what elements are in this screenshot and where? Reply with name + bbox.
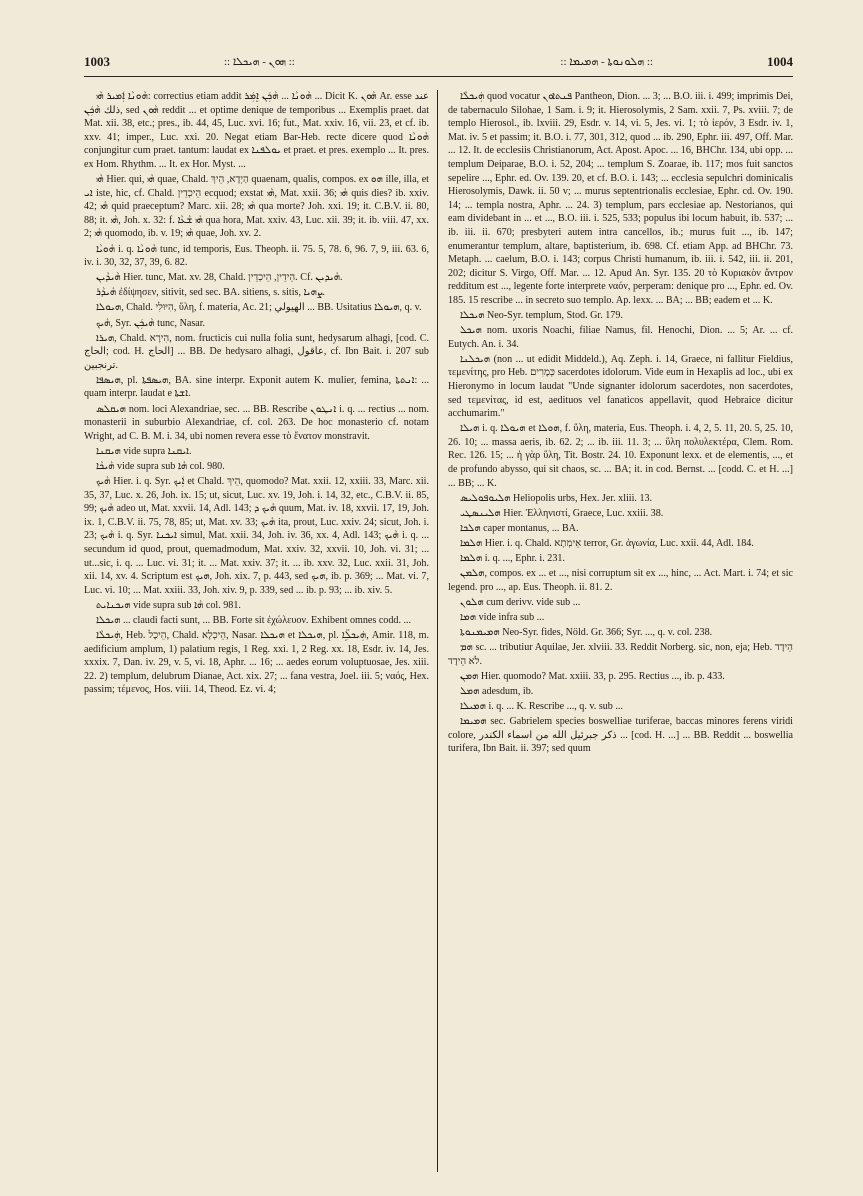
dictionary-entry: ܗܝܣܦܐ, pl. ܗܝܣܦܬܐ, BA. sine interpr. Exponit autem K. mulier, femina, ܐܢܬܬܐ: ... quam interpr. laudat e ܐܫܬܐ. bbox=[84, 374, 429, 400]
dictionary-entry: ܗܵܝܕܵܝܢ Hier. tunc, Mat. xv. 28, Chald. הֵידֵין, הֵיכְדֵין. Cf. ܗܵܝܕܝܢ. bbox=[96, 272, 343, 284]
dictionary-entry: ܗܵܝܟܵܐ vide supra sub ܗܵܐ col. 980. bbox=[96, 460, 225, 472]
right-column bbox=[438, 90, 793, 1172]
dictionary-entry: ܗܡܢ Hier. quomodo? Mat. xxiii. 33, p. 295. Rectius ..., ib. p. 433. bbox=[460, 670, 725, 682]
dictionary-entry: ܗܠܝܘܦܘܠܝܣ Heliopolis urbs, Hex. Jer. xliii. 13. bbox=[460, 492, 653, 504]
dictionary-entry: ܗܵܝܕܵܪ ἐδίψησεν, sitivit, sed sec. BA. sitiens, s. sitis, ܨܗܝܐ. bbox=[96, 287, 325, 299]
dictionary-entry: ܗܝܩܠܣ nom. loci Alexandriae, sec. ... BB. Rescribe ܐܢܛܘܢ i. q. ... rectius ... nom. monasterii in suburbio Alexandriae, cf. col. 263. De hoc monasterio cf. notam Wright, ad C. B. M. i. 34, ubi nomen revera esse τὸ ἔνατον monstravit. bbox=[84, 403, 429, 442]
dictionary-entry: ܗܵܝܟ Hier. i. q. Syr. ܐܲܝܟ et Chald. הֵיךְ, quomodo? Mat. xxii. 12, xxiii. 33, Marc. xii. 35, 37, Luc. x. 26, Joh. ix. 15; ut, sicut, Luc. xv. 19, Joh. i. 14, 32, etc., C.B.V. ii. 85, 99; ܗܵܝܟ adeo ut, Mat. xxvii. 14, Adl. 143; ܗܵܝܟ ܕ quum, Mat. iv. 18, xxvii. 17, 19, Joh. ix. 1, C.B.V. ii. 75, 78, 85; ut, Mat. xv. 33; ܗܵܝܟ ita, prout, Luc. xxiv. 24; sicut, Joh. i. 23; ܗܵܝܟ i. q. Syr. ܐܝܟܢܐ simul, Mat. xxii. 34, Joh. iv. 36, xx. 4, Adl. 143; ܗܵܝܟ i. q. ... secundum id quod, prout, quemadmodum, Mat. xxiv. 32, xxvii. 10, Joh. vi. 31; ... ut...sic, i. q. ... Luc. vi. 31; it. ... Mat. xxiv. 37; it. ... ib. xxv. 32, Luc. xxii. 31, Joh. xii. 14, xv. 4. Scriptum est ܗܝܟ, Joh. xix. 7, p. 443, sed ܗܝܟ, ib. p. 369; ... Mat. vi. 7, Luc. vi. 10; ... Mat. xxiii. 33, Joh. xiv. 9, p. 339, sed ... ib. p. 93; ... ib. xiv. 5. bbox=[84, 476, 430, 596]
dictionary-entry: ܗܝܟܠܢܐ (non ... ut edidit Middeld.), Aq. Zeph. i. 14, Graece, ni fallitur Fieldius, τεμενίτης, pro Heb. כְּמָרִים sacerdotes idolorum. Vide eum in Hexaplis ad loc., ubi ex Hieronymo in locum laudat "Unde signanter idolorum sacerdotes, non sacerdotes, sed τεμενίτας, id est, aedituos vel fanaticos appellavit, quod Hebraice dicitur acchumarim." bbox=[448, 353, 793, 420]
running-head-right: :: ܗܠܘܢܘܬܐ - ܗܡܝܡܐ :: bbox=[560, 56, 653, 68]
dictionary-entry: ܗܝܪܐ, Chald. הִירָא, nom. fructicis cui nulla folia sunt, hedysarum alhagi, [cod. C. الحاج; cod. H. الحاج] ... BB. De hedysaro alhagi, عاقول, cf. Ibn Bait. i. 207 sub ترنجبين. bbox=[84, 332, 429, 371]
dictionary-entry: ܗܝܟܠܐ Neo-Syr. templum, Stod. Gr. 179. bbox=[460, 310, 623, 321]
dictionary-entry: ܗܝܟܠܐ ... claudi facti sunt, ... BB. Forte sit ἐχώλευον. Exhibent omnes codd. ... bbox=[96, 614, 412, 626]
page-number-right: 1004 bbox=[767, 54, 793, 69]
dictionary-entry: ܗܵܝܟ, Syr. ܗܵܝܟܲܢ tunc, Nasar. bbox=[96, 317, 206, 329]
dictionary-entry: ܗܠܡܢ, compos. ex ... et ..., nisi corruptum sit ex ..., hinc, ... Act. Mart. i. 74; et sic legend. pro ..., ap. Eus. Theoph. ii. 81. 2. bbox=[448, 568, 793, 593]
dictionary-entry: ܗܡܝܡܐ sec. Gabrielem species boswelliae turiferae, baccas minores ferens viridi colore, ذكر جبرئيل الله من اسماء الكندر ... [cod. H. ...] ... BB. Reddit ... boswellia turifera, Ibn Bait. ii. 397; sed quum bbox=[448, 716, 793, 755]
dictionary-entry: ܗܝܘܠܐ, Chald. הִיּוּלִי, ὕλη, f. materia, Ac. 21; الهيولي ... BB. Usitatius ܗܝܘܠܐ, q. v. bbox=[96, 302, 422, 314]
dictionary-entry: ܗܠܡܐ Hier. i. q. Chald. אֵימְתָא terror, Gr. ἀγωνία, Luc. xxii. 44, Adl. 184. bbox=[460, 538, 754, 549]
dictionary-entry: ܗܝܟܢܐܝܬ vide supra sub ܗܵܐ col. 981. bbox=[96, 599, 241, 611]
dictionary-entry: ܗܝܟܠ nom. uxoris Noachi, filiae Namus, fil. Henochi, Dion. ... 5; Ar. ... cf. Eutych. An. i. 34. bbox=[448, 325, 793, 350]
left-column bbox=[84, 90, 437, 1172]
header-rule bbox=[84, 76, 793, 77]
dictionary-entry: ܗܡܝܠܐ i. q. ... K. Rescribe ..., q. v. sub ... bbox=[460, 701, 623, 713]
dictionary-entry: ܗܵܘܢܵܐ ܐܲܡܝܪ ܗܵܝ: correctius etiam addit ܗܵܘܢܵܐ ... ܗܵܟܲܢ ܐܸܡܲܪ ... Dicit K. ܗܵܘܢ Ar. esse عند ذلك ܗܵܟܲܢ, sed ܗܵܘܢ reddit ... et optime denique de temporibus ... Exemplis praet. dat Mat. xii. 38, etc.; pres., ib. 44, 45, Luc. xvi. 16; fut., Mat. xxiv. 16, vii. 23, et cf. ib. xxv. 41; imper., Luc. xxi. 20. Negat etiam Bar-Heb. recte dicere quod ܗܵܘܢܵܐ conjungitur cum praet. tantum: laudat ex ܝܘܠܦܢܐ et praet. et pres. exemplo ... It. pres. ex Hom. Rhythm. ... It. ex Hor. Myst. ... bbox=[84, 91, 429, 170]
dictionary-entry: ܗܠܡܐ i. q. ..., Ephr. i. 231. bbox=[460, 553, 565, 565]
dictionary-entry: ܗܡܐ vide infra sub ... bbox=[460, 611, 545, 623]
dictionary-entry: ܗܡܠ adesdum, ib. bbox=[460, 685, 534, 697]
dictionary-entry: ܗܵܝ Hier. qui, ܗܵܝ quae, Chald. הַיְדָא, הֵיךְ quaenam, qualis, compos. ex ܗܘ ille, illa, et ܐܝ iste, hic, cf. Chald. הֵיכְדֵין ecquod; exstat ܗܵܝ, Mat. xxii. 36; ܗܵܝ quis dies? ib. xxiv. 42; ܗܵܝ quid praeceptum? Marc. xii. 28; ܗܵܝ qua morte? Joh. xxi. 19; it. C.B.V. ii. 80, 88; it. ܗܵܝ, Joh. x. 32: f. ܗܵܝ ܫܵܥܵܐ qua hora, Mat. xxiv. 43, Luc. xii. 39; it. ib. viii. 47, xx. 2; ܗܵܝ quomodo, ib. v. 19; ܗܵܝ quae, Joh. xv. 2. bbox=[84, 174, 430, 240]
dictionary-entry: ܗܡܝܡܢܘܬܐ Neo-Syr. fides, Nöld. Gr. 366; Syr. ..., q. v. col. 238. bbox=[460, 627, 713, 639]
dictionary-entry: ܗܠܘܢ cum derivv. vide sub ... bbox=[460, 596, 581, 608]
dictionary-entry: ܗܝܩܢܐ vide supra ܐܝܩܢܐ. bbox=[96, 445, 192, 457]
running-head-left: :: ܗܘܢ - ܗܝܟܠܐ :: bbox=[224, 56, 295, 68]
page-number-left: 1003 bbox=[84, 54, 110, 69]
dictionary-entry: ܗܝܠܐ i. q. ܗܝܘܠܐ et ܗܘܠܐ, f. ὕλη, materia, Eus. Theoph. i. 4, 2, 5. 11, 20. 5, 25. 10, 26. 10; ... massa aeris, ib. 62. 2; ... ib. iii. 11. 3; ... ὕλη πολυλεκτέρα, Clem. Rom. Rec. 126. 15; ... ἡ γὰρ ὕλη, Tit. Bostr. 24. 10. Exponunt lexx. et de elementis, ..., et de profundo abysso, qui sit chaos, sc. ... BA; it. in cod. Bernst. ... [codd. C. et H. ...] ... BB; ... K. bbox=[448, 423, 793, 489]
columns bbox=[84, 90, 793, 1172]
page-header bbox=[84, 50, 793, 74]
dictionary-entry: ܗܡ sc. ... tributiur Aquilae, Jer. xlviii. 33. Reddit Norberg. sic, non, eja; Heb. הֵידָד לֹא הֵידָד. bbox=[448, 642, 793, 667]
dictionary-entry: ܗܲܝܟܠܵܐ, Heb. הֵיכָל, Chald. הֵיכְלָא, Nasar. ܗܝܟܠܐ et ܗܝܟܠܐ, pl. ܗܲܝܟܠܹ̈ܐ, Amir. 118, m. aedificium amplum, 1) palatium regis, 1 Reg. xxi. 1, 2 Reg. xx. 18, Esdr. iv. 14, Jes. xxxix. 7, Dan. iv. 29, v. 5, vi. 18, Aphr. ... 16; ... aedes eorum voluptuosae, Jes. xiii. 22. 2) templum, delubrum Dianae, Act. xix. 27; ... fana vestra, Joel. iii. 5; ναός, Hex. passim; τέμενος, Hos. viii. 14, Theod. Ez. vi. 4; bbox=[84, 630, 429, 696]
dictionary-entry: ܗܠܝܢܣܛܝ Hier. Ἑλληνιστί, Graece, Luc. xxiii. 38. bbox=[460, 507, 664, 519]
dictionary-entry: ܗܵܘܝܵܐ i. q. ܗܵܘܢܵܐ tunc, id temporis, Eus. Theoph. ii. 75. 5, 78. 6, 96. 7, 9, iii. 63. 6, iv. i. 30, 32, 37, 39, 6. 82. bbox=[84, 243, 430, 269]
dictionary-entry: ܗܠܟܐ caper montanus, ... BA. bbox=[460, 522, 579, 534]
dictionary-entry: ܗܲܝܟܠܵܐ quod vocatur ܦܢܬܐܘܢ Pantheon, Dion. ... 3; ... B.O. iii. i. 499; imprimis Dei, de tabernaculo Silohae, 1 Sam. i. 9; it. Hierosolymis, 2 Sam. xxii. 7, Ps. xviii. 7; de templo Hierosol., ib. lxviii. 29, Esdr. v. 14, vi. 5, Jes. vi. 1; τὸ ἱερόν, 3 Esdr. iv. 1, Mat. iv. 5 et passim; it. B.O. i. 77, 301, 312, quod ... ib. 290, Ephr. iii. 497, Off. Mar. ... 12. It. de ecclesiis Christianorum, Act. Apost. Apoc. ... 16, BHChr. 134, ubi opp. ... templum Deiparae, B.O. i. 52, 204; ... templum S. Zoarae, ib. 117; mos fuit sanctos sepelire ..., Ephr. ed. Ov. 139. 20, et cf. B.O. i. 143; ... ecclesia sepulchri dominicalis Hierosolymis, Dawk. ii. 50 v; ... murus septentrionalis ecclesiae, Ephr. cd. Ov. 190. 14; ... templa nostra, Aphr. ... 24. 3) templum, pars ecclesiae ap. Nestorianos, qui eam dividebant in ... et ..., B.O. iii. i. 525, 533; populus ibi locum habuit, ib. 537; ... ib. iii. ii. 670; presbyteri autem intra cancellos, ib.; murus fuit ..., ib. 147; enumerantur templum, altare, baptisterium, ib. 698. Cf. etiam App. ad BHChr. 73. Metaph. ... caelum, B.O. i. 143; corpus Christi humanum, ib. iii. i. 542, iii. ii. 201, 202; dicitur S. Virgo, Off. Mar. ... 12. Apud An. Syr. 135. 20 τὸ Κυριακὸν ἄντρον redditum est ..., legente forte interprete ναόν, perperam: denique pro ..., Ephr. ed. Ov. 185. 15 rescribe ... in secreto suo templo. Ap. lexx. ... BA; ... BB; eadem et ... K. bbox=[448, 91, 793, 306]
